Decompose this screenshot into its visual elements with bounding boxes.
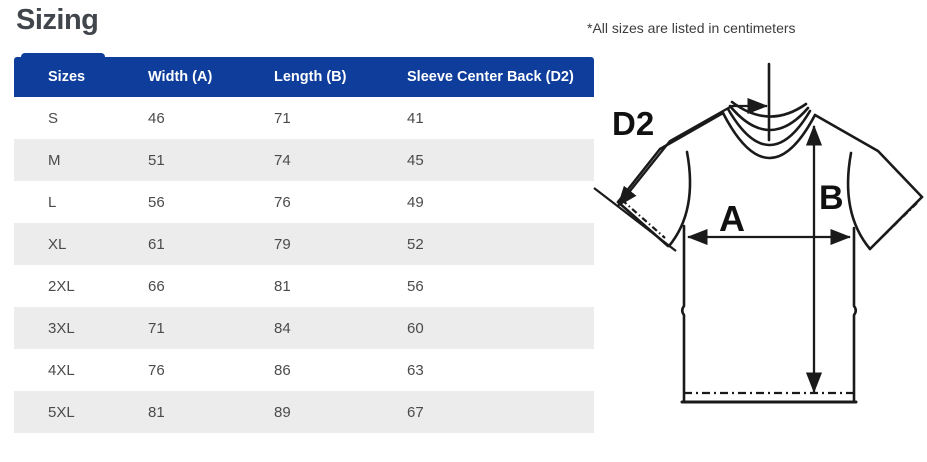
cell-width: 46	[148, 109, 165, 127]
cell-sleeve: 52	[407, 235, 424, 253]
table-row	[14, 391, 594, 433]
cell-sleeve: 67	[407, 403, 424, 421]
sleeve-dimension-label: D2	[612, 105, 655, 142]
cell-length: 71	[274, 109, 291, 127]
cell-width: 66	[148, 277, 165, 295]
right-body-side	[854, 228, 856, 402]
cell-sleeve: 56	[407, 277, 424, 295]
table-row	[14, 139, 594, 181]
units-note: *All sizes are listed in centimeters	[587, 20, 796, 36]
length-dimension-label: B	[819, 179, 844, 217]
tshirt-outline	[618, 64, 922, 402]
cell-size: 5XL	[48, 403, 75, 421]
table-row	[14, 181, 594, 223]
cell-size: S	[48, 109, 59, 127]
table-row	[14, 307, 594, 349]
table-body	[14, 97, 594, 433]
right-armhole-seam	[848, 153, 870, 249]
cell-length: 84	[274, 319, 291, 337]
cell-sleeve: 63	[407, 361, 424, 379]
cell-size: 2XL	[48, 277, 75, 295]
cell-width: 51	[148, 151, 165, 169]
left-sleeve-hem-stitch	[622, 200, 665, 238]
table-header-row	[14, 57, 594, 97]
cell-length: 81	[274, 277, 291, 295]
cell-width: 56	[148, 193, 165, 211]
cell-width: 81	[148, 403, 165, 421]
sizing-table	[14, 57, 594, 433]
page-title: Sizing	[16, 4, 99, 36]
tshirt-measurement-diagram	[592, 56, 926, 434]
width-dimension-label: A	[719, 198, 745, 239]
cell-size: 4XL	[48, 361, 75, 379]
table-row	[14, 223, 594, 265]
cell-width: 76	[148, 361, 165, 379]
column-header-width: Width (A)	[148, 69, 213, 85]
hem-stitch-lines	[594, 188, 917, 393]
measurement-arrows	[618, 106, 850, 392]
column-header-sizes: Sizes	[48, 69, 86, 85]
cell-size: 3XL	[48, 319, 75, 337]
table-row	[14, 265, 594, 307]
table-row	[14, 349, 594, 391]
cell-sleeve: 49	[407, 193, 424, 211]
table-row	[14, 97, 594, 139]
cell-width: 71	[148, 319, 165, 337]
left-body-side	[682, 226, 684, 402]
cell-size: M	[48, 151, 61, 169]
cell-length: 86	[274, 361, 291, 379]
cell-size: L	[48, 193, 57, 211]
cell-sleeve: 60	[407, 319, 424, 337]
cell-length: 79	[274, 235, 291, 253]
left-armhole-seam	[669, 152, 690, 246]
column-header-sleeve: Sleeve Center Back (D2)	[407, 69, 574, 85]
cell-length: 76	[274, 193, 291, 211]
cell-sleeve: 45	[407, 151, 424, 169]
cell-size: XL	[48, 235, 67, 253]
cell-sleeve: 41	[407, 109, 424, 127]
cell-width: 61	[148, 235, 165, 253]
sleeve-end-extension-line	[594, 188, 676, 251]
cell-length: 89	[274, 403, 291, 421]
cell-length: 74	[274, 151, 291, 169]
column-header-length: Length (B)	[274, 69, 347, 85]
